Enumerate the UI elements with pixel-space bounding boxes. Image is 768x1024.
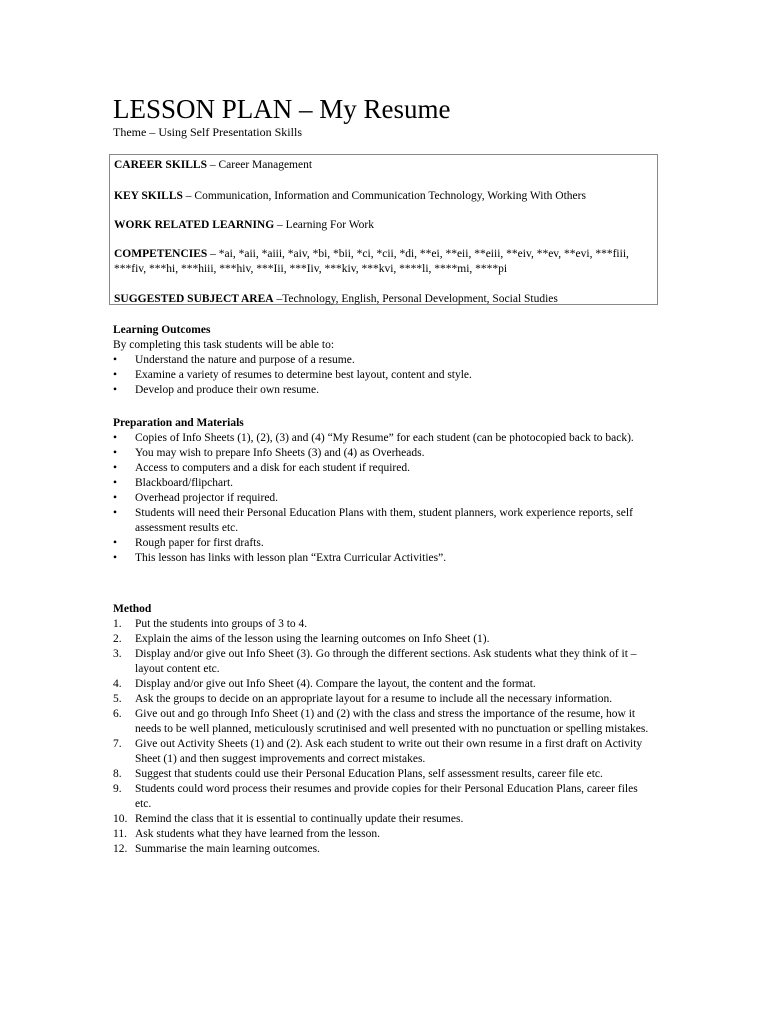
method-section bbox=[113, 602, 653, 857]
skills-box bbox=[109, 154, 658, 305]
method-step: 8. Suggest that students could use their Personal Education Plans, self assessment results, career file etc. bbox=[113, 768, 603, 780]
list-item: • Access to computers and a disk for each student if required. bbox=[113, 462, 410, 474]
preparation-section bbox=[113, 416, 653, 566]
page-title: LESSON PLAN – My Resume bbox=[113, 94, 451, 124]
list-item: • Understand the nature and purpose of a resume. bbox=[113, 354, 355, 366]
bullet-icon: • bbox=[113, 552, 118, 564]
method-step: 12. Summarise the main learning outcomes. bbox=[113, 843, 320, 855]
preparation-heading: Preparation and Materials bbox=[113, 417, 244, 429]
method-step: 1. Put the students into groups of 3 to 4. bbox=[113, 618, 308, 630]
bullet-icon: • bbox=[113, 477, 118, 489]
method-step: 7. Give out Activity Sheets (1) and (2). Ask each student to write out their own resume in a first draft on Activity Sheet (1) and then suggest improvements and correct mistakes. bbox=[113, 738, 643, 765]
method-heading: Method bbox=[113, 603, 152, 615]
competencies-line: COMPETENCIES – *ai, *aii, *aiii, *aiv, *bi, *bii, *ci, *cii, *di, **ei, **eii, **eiii, **eiv, **ev, **evi, ***fiii, ***fiv, ***hi, ***hiii, ***hiv, ***Iii, ***Iiv, ***kiv, ***kvi, ****li, ****mi, ****pi bbox=[114, 248, 629, 275]
list-item: • Blackboard/flipchart. bbox=[113, 477, 234, 489]
method-step: 4. Display and/or give out Info Sheet (4). Compare the layout, the content and the format. bbox=[113, 678, 536, 690]
method-step: 9. Students could word process their resumes and provide copies for their Personal Education Plans, career files etc. bbox=[113, 783, 638, 810]
bullet-icon: • bbox=[113, 432, 118, 444]
method-step: 6. Give out and go through Info Sheet (1) and (2) with the class and stress the importance of the resume, how it needs to be well planned, meticulously scrutinised and well presented with no punctuation or spelling mistakes. bbox=[113, 708, 649, 735]
bullet-icon: • bbox=[113, 492, 118, 504]
method-step: 3. Display and/or give out Info Sheet (3). Go through the different sections. Ask students what they think of it – layout content etc. bbox=[113, 648, 637, 675]
list-item: • Rough paper for first drafts. bbox=[113, 537, 264, 549]
learning-outcomes-intro: By completing this task students will be able to: bbox=[113, 339, 335, 351]
list-item: • Overhead projector if required. bbox=[113, 492, 279, 504]
list-item: • This lesson has links with lesson plan “Extra Curricular Activities”. bbox=[113, 552, 447, 564]
theme-subtitle: Theme – Using Self Presentation Skills bbox=[113, 125, 302, 139]
bullet-icon: • bbox=[113, 462, 118, 474]
bullet-icon: • bbox=[113, 384, 118, 396]
key-skills-line: KEY SKILLS – Communication, Information and Communication Technology, Working With Others bbox=[114, 190, 586, 202]
bullet-icon: • bbox=[113, 447, 118, 459]
list-item: • Examine a variety of resumes to determine best layout, content and style. bbox=[113, 369, 472, 381]
learning-outcomes-heading: Learning Outcomes bbox=[113, 324, 211, 336]
bullet-icon: • bbox=[113, 537, 118, 549]
suggested-subject-area-line: SUGGESTED SUBJECT AREA –Technology, English, Personal Development, Social Studies bbox=[114, 293, 558, 305]
method-step: 10. Remind the class that it is essential to continually update their resumes. bbox=[113, 813, 464, 825]
bullet-icon: • bbox=[113, 507, 118, 519]
list-item: • Develop and produce their own resume. bbox=[113, 384, 319, 396]
method-step: 5. Ask the groups to decide on an appropriate layout for a resume to include all the necessary information. bbox=[113, 693, 613, 705]
list-item: • Students will need their Personal Education Plans with them, student planners, work experience reports, self assessment results etc. bbox=[113, 507, 633, 534]
method-step: 2. Explain the aims of the lesson using the learning outcomes on Info Sheet (1). bbox=[113, 633, 490, 645]
bullet-icon: • bbox=[113, 369, 118, 381]
method-step: 11. Ask students what they have learned from the lesson. bbox=[113, 828, 380, 840]
career-skills-line: CAREER SKILLS – Career Management bbox=[114, 159, 313, 171]
work-related-learning-line: WORK RELATED LEARNING – Learning For Work bbox=[114, 219, 374, 231]
list-item: • You may wish to prepare Info Sheets (3) and (4) as Overheads. bbox=[113, 447, 425, 459]
bullet-icon: • bbox=[113, 354, 118, 366]
learning-outcomes-section bbox=[113, 323, 653, 398]
list-item: • Copies of Info Sheets (1), (2), (3) and (4) “My Resume” for each student (can be photocopied back to back). bbox=[113, 432, 634, 444]
